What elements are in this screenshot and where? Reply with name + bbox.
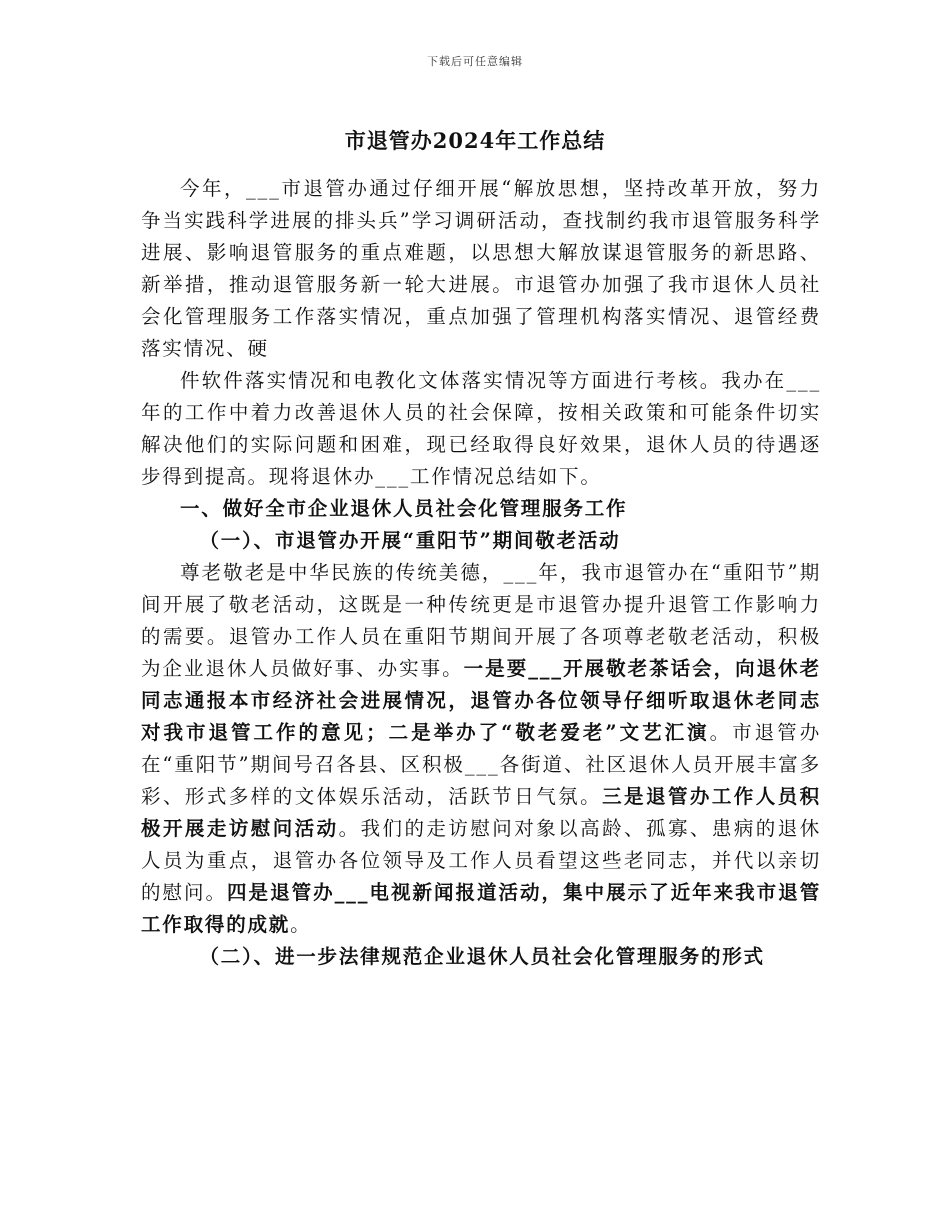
paragraph-intro-continued: 件软件落实情况和电教化文体落实情况等方面进行考核。我办在___年的工作中着力改善退休人员的社会保障，按相关政策和可能条件切实解决他们的实际问题和困难，现已经取得良好效果，退休人员的待遇逐步得到提高。现将退休办___工作情况总结如下。 — [141, 369, 821, 488]
bold-run: 一是要___开展敬老茶话会，向退休老同志通报本市经济社会进展情况，退管办各位领导仔细听取退休老同志对我市退管工作的意见；二是举办了“敬老爱老”文艺汇演 — [141, 657, 821, 744]
bold-run: 四是退管办___电视新闻报道活动，集中展示了近年来我市退管工作取得的成就 — [141, 881, 821, 936]
paragraph-respect-elderly — [141, 557, 821, 941]
text-run: 。我们的走访慰问对象以高龄、孤寡、患病的退休人员为重点，退管办各位领导及工作人员看望这些老同志，并代以亲切的慰问。 — [141, 817, 821, 904]
subsection-heading-1-2: （二）、进一步法律规范企业退休人员社会化管理服务的形式 — [199, 945, 765, 968]
document-body — [141, 173, 821, 973]
text-run: 。 — [290, 913, 312, 936]
paragraph-intro: 今年，___市退管办通过仔细开展“解放思想，坚持改革开放，努力争当实践科学进展的排头兵”学习调研活动，查找制约我市退管服务科学进展、影响退管服务的重点难题，以思想大解放谋退管服务的新思路、新举措，推动退管服务新一轮大进展。市退管办加强了我市退休人员社会化管理服务工作落实情况，重点加强了管理机构落实情况、退管经费落实情况、硬 — [141, 177, 821, 360]
text-run: 尊老敬老是中华民族的传统美德，___年，我市退管办在“重阳节”期间开展了敬老活动，这既是一种传统更是市退管办提升退管工作影响力的需要。退管办工作人员在重阳节期间开展了各项尊老敬老活动，积极为企业退休人员做好事、办实事。 — [141, 561, 821, 680]
text-run: 。市退管办在“重阳节”期间号召各县、区积极___各街道、社区退休人员开展丰富多彩、形式多样的文体娱乐活动，活跃节日气氛。 — [141, 721, 821, 808]
document-title: 市退管办2024年工作总结 — [344, 128, 606, 153]
page-header-note: 下载后可任意编辑 — [427, 55, 523, 68]
bold-run: 三是退管办工作人员积极开展走访慰问活动 — [141, 785, 821, 840]
section-heading-1: 一、做好全市企业退休人员社会化管理服务工作 — [180, 497, 628, 520]
subsection-heading-1-1: （一）、市退管办开展“重阳节”期间敬老活动 — [199, 529, 621, 552]
